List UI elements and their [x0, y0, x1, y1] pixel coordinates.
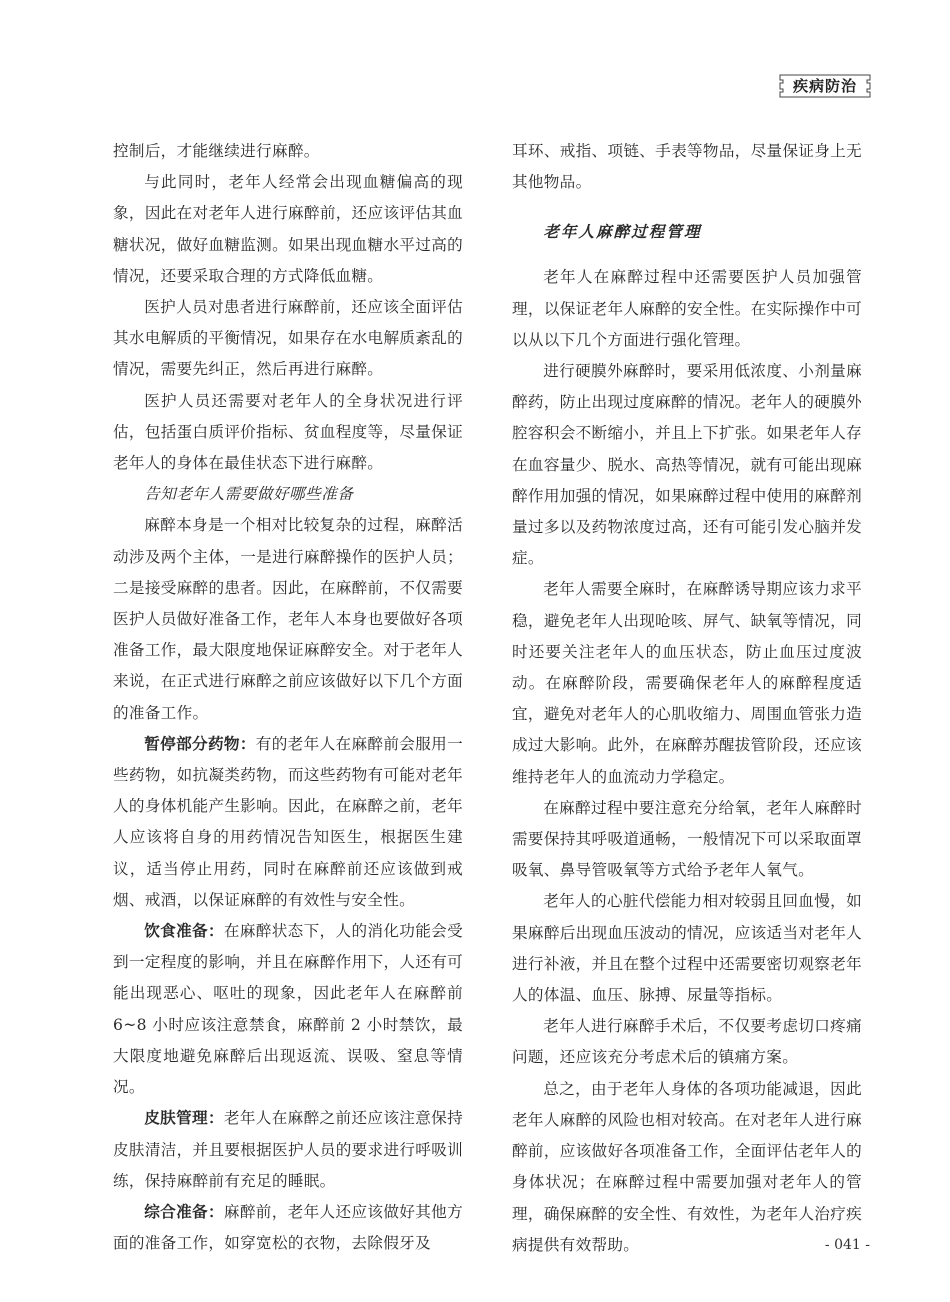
paragraph: 耳环、戒指、项链、手表等物品，尽量保证身上无其他物品。 [512, 142, 862, 192]
item-text: 在麻醉状态下，人的消化功能会受到一定程度的影响，并且在麻醉作用下，人还有可能出现恶心、呕吐的现象，因此老年人在麻醉前 6~8 小时应该注意禁食，麻醉前 2 小时禁饮，最大限度地避免麻醉后出现返流、误吸、窒息等情况。 [113, 922, 463, 1097]
paragraph: 老年人需要全麻时，在麻醉诱导期应该力求平稳，避免老年人出现呛咳、屏气、缺氧等情况，同时还要关注老年人的血压状态，防止血压过度波动。在麻醉阶段，需要确保老年人的麻醉程度适宜，避免对老年人的心肌收缩力、周围血管张力造成过大影响。此外，在麻醉苏醒拔管阶段，还应该维持老年人的血流动力学稳定。 [512, 580, 862, 786]
paragraph: 医护人员对患者进行麻醉前，还应该全面评估其水电解质的平衡情况，如果存在水电解质紊乱的情况，需要先纠正，然后再进行麻醉。 [113, 298, 463, 379]
item-text: 有的老年人在麻醉前会服用一些药物，如抗凝类药物，而这些药物有可能对老年人的身体机能产生影响。因此，在麻醉之前，老年人应该将自身的用药情况告知医生，根据医生建议，适当停止用药，同时在麻醉前还应该做到戒烟、戒酒，以保证麻醉的有效性与安全性。 [113, 734, 463, 909]
paragraph: 控制后，才能继续进行麻醉。 [113, 142, 320, 160]
section-heading: 老年人麻醉过程管理 [543, 222, 702, 242]
paragraph: 老年人的心脏代偿能力相对较弱且回血慢，如果麻醉后出现血压波动的情况，应该适当对老年人进行补液，并且在整个过程中还需要密切观察老年人的体温、血压、脉搏、尿量等指标。 [512, 892, 862, 1005]
paragraph: 老年人在麻醉过程中还需要医护人员加强管理，以保证老年人麻醉的安全性。在实际操作中可以从以下几个方面进行强化管理。 [512, 268, 862, 349]
item-lead: 饮食准备： [144, 922, 224, 941]
list-item-skin [113, 1103, 463, 1197]
paragraph: 老年人进行麻醉手术后，不仅要考虑切口疼痛问题，还应该充分考虑术后的镇痛方案。 [512, 1017, 862, 1067]
list-item-medication [113, 729, 463, 916]
paragraph: 总之，由于老年人身体的各项功能减退，因此老年人麻醉的风险也相对较高。在对老年人进行麻醉前，应该做好各项准备工作，全面评估老年人的身体状况；在麻醉过程中需要加强对老年人的管理，确保麻醉的安全性、有效性，为老年人治疗疾病提供有效帮助。 [512, 1079, 862, 1254]
item-text: 老年人在麻醉之前还应该注意保持皮肤清洁，并且要根据医护人员的要求进行呼吸训练，保持麻醉前有充足的睡眠。 [113, 1109, 463, 1190]
right-column [512, 136, 862, 1261]
section-tag [777, 71, 873, 101]
list-item-diet [113, 916, 463, 1103]
item-lead: 暂停部分药物： [144, 734, 256, 753]
paragraph: 与此同时，老年人经常会出现血糖偏高的现象，因此在对老年人进行麻醉前，还应该评估其血糖状况，做好血糖监测。如果出现血糖水平过高的情况，还要采取合理的方式降低血糖。 [113, 173, 463, 285]
paragraph: 麻醉本身是一个相对比较复杂的过程，麻醉活动涉及两个主体，一是进行麻醉操作的医护人员；二是接受麻醉的患者。因此，在麻醉前，不仅需要医护人员做好准备工作，老年人本身也要做好各项准备工作，最大限度地保证麻醉安全。对于老年人来说，在正式进行麻醉之前应该做好以下几个方面的准备工作。 [113, 516, 463, 722]
section-tag-label: 疾病防治 [792, 77, 857, 95]
item-text: 麻醉前，老年人还应该做好其他方面的准备工作，如穿宽松的衣物，去除假牙及 [113, 1202, 463, 1253]
item-lead: 综合准备： [144, 1202, 224, 1221]
paragraph: 医护人员还需要对老年人的全身状况进行评估，包括蛋白质评价指标、贫血程度等，尽量保证老年人的身体在最佳状态下进行麻醉。 [113, 391, 463, 473]
subheading: 告知老年人需要做好哪些准备 [144, 485, 354, 504]
paragraph: 进行硬膜外麻醉时，要采用低浓度、小剂量麻醉药，防止出现过度麻醉的情况。老年人的硬膜外腔容积会不断缩小，并且上下扩张。如果老年人存在血容量少、脱水、高热等情况，就有可能出现麻醉作用加强的情况，如果麻醉过程中使用的麻醉剂量过多以及药物浓度过高，还有可能引发心脑并发症。 [512, 362, 862, 568]
left-column [113, 136, 463, 1259]
page-number: - 041 - [824, 1237, 870, 1253]
list-item-general [113, 1197, 463, 1259]
paragraph: 在麻醉过程中要注意充分给氧，老年人麻醉时需要保持其呼吸道通畅，一般情况下可以采取面罩吸氧、鼻导管吸氧等方式给予老年人氧气。 [512, 798, 862, 880]
item-lead: 皮肤管理： [144, 1109, 224, 1128]
